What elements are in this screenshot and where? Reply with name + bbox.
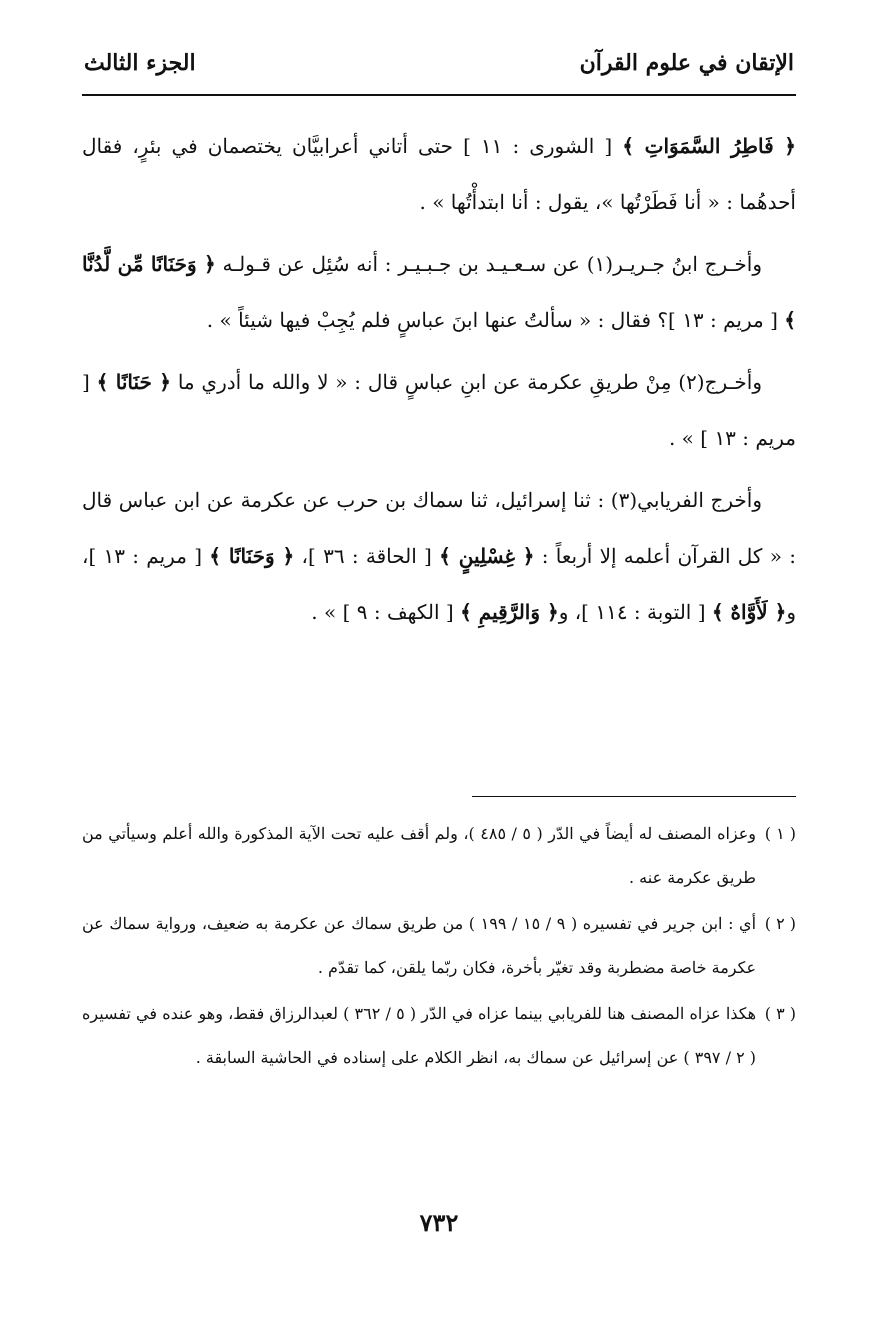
- footnote-divider: [472, 796, 796, 797]
- paragraph-text: [ التوبة : ١١٤ ]، و: [558, 600, 712, 624]
- paragraph-text: وأخرج الفريابي: [637, 488, 762, 512]
- paragraph-2: [82, 236, 796, 348]
- quran-quote: ﴿ وَحَنَانًا مِّن لَّدُنَّا ﴾: [82, 252, 796, 332]
- paragraph-text: [ الحاقة : ٣٦ ]،: [294, 544, 440, 568]
- footnote-number: ( ٣ ): [764, 1004, 797, 1023]
- book-page: [82, 0, 796, 1318]
- paragraph-4: [82, 472, 796, 640]
- footnote-ref-2[interactable]: (٢): [678, 370, 705, 394]
- paragraph-text: [ الشورى : ١١ ] حتى أتاني أعرابيَّان يختصمان في بئرٍ، فقال أحدهُما : « أنا فَطَرْتُها »، يقول : أنا ابتدأْتُها » .: [82, 134, 796, 214]
- paragraph-text: [ الكهف : ٩ ] » .: [311, 600, 461, 624]
- paragraph-3: [82, 354, 796, 466]
- footnote-text: أي : ابن جرير في تفسيره ( ٩ / ١٥ / ١٩٩ ) من طريق سماك عن عكرمة به ضعيف، ورواية سماك عن عكرمة خاصة مضطربة وقد تغيّر بأخرة، فكان ربّما يلقن، كما تقدّم .: [82, 914, 757, 977]
- running-header: [82, 50, 796, 90]
- main-text: [82, 118, 796, 640]
- header-divider: [82, 94, 796, 96]
- footnote-text: هكذا عزاه المصنف هنا للفريابي بينما عزاه في الدّر ( ٥ / ٣٦٢ ) لعبدالرزاق فقط، وهو عنده في تفسيره ( ٢ / ٣٩٧ ) عن إسرائيل عن سماك به، انظر الكلام على إسناده في الحاشية السابقة .: [82, 1004, 757, 1067]
- volume-label: الجزء الثالث: [84, 50, 196, 76]
- footnote-number: ( ٢ ): [764, 914, 797, 933]
- paragraph-text: وأخـرج: [704, 370, 762, 394]
- page-number: ٧٣٢: [419, 1208, 459, 1237]
- quran-quote: ﴿ لَأَوَّاهٌ ﴾: [711, 600, 787, 624]
- footnotes-section: [82, 812, 796, 1082]
- footnote-text: وعزاه المصنف له أيضاً في الدّر ( ٥ / ٤٨٥ )، ولم أقف عليه تحت الآية المذكورة والله أعلم وسيأتي من طريق عكرمة عنه .: [82, 824, 756, 887]
- footnote-ref-1[interactable]: (١): [586, 252, 614, 276]
- quran-quote: ﴿ غِسْلِينٍ ﴾: [439, 544, 535, 568]
- paragraph-1: [82, 118, 796, 230]
- footnote-2: [82, 902, 796, 990]
- paragraph-text: مِنْ طريقِ عكرمة عن ابنِ عباسٍ قال : « لا والله ما أدري ما: [171, 370, 679, 394]
- paragraph-text: : ثنا إسرائيل، ثنا سماك بن حرب عن عكرمة عن ابن عباس قال : « كل القرآن أعلمه إلا أربعاً :: [82, 488, 796, 568]
- footnote-ref-3[interactable]: (٣): [610, 488, 638, 512]
- footnote-1: [82, 812, 796, 900]
- paragraph-text: عن سـعـيـد بن جـبـيـر : أنه سُئِل عن قـولـه: [215, 252, 587, 276]
- paragraph-text: وأخـرج ابنُ جـريـر: [613, 252, 763, 276]
- paragraph-text: [ مريم : ١٣ ]، و: [82, 544, 796, 624]
- book-title: الإتقان في علوم القرآن: [579, 50, 794, 76]
- quran-quote: ﴿ وَحَنَانًا ﴾: [209, 544, 295, 568]
- quran-quote: ﴿ فَاطِرُ السَّمَوَاتِ ﴾: [622, 134, 796, 158]
- footnote-3: [82, 992, 796, 1080]
- quran-quote: ﴿ حَنَانًا ﴾: [96, 370, 172, 394]
- footnote-number: ( ١ ): [764, 824, 796, 843]
- paragraph-text: [ مريم : ١٣ ]؟ فقال : « سألتُ عنها ابنَ عباسٍ فلم يُجِبْ فيها شيئاً » .: [206, 308, 785, 332]
- quran-quote: ﴿ وَالرَّقِيمِ ﴾: [460, 600, 559, 624]
- paragraph-text: [ مريم : ١٣ ] » .: [82, 370, 796, 450]
